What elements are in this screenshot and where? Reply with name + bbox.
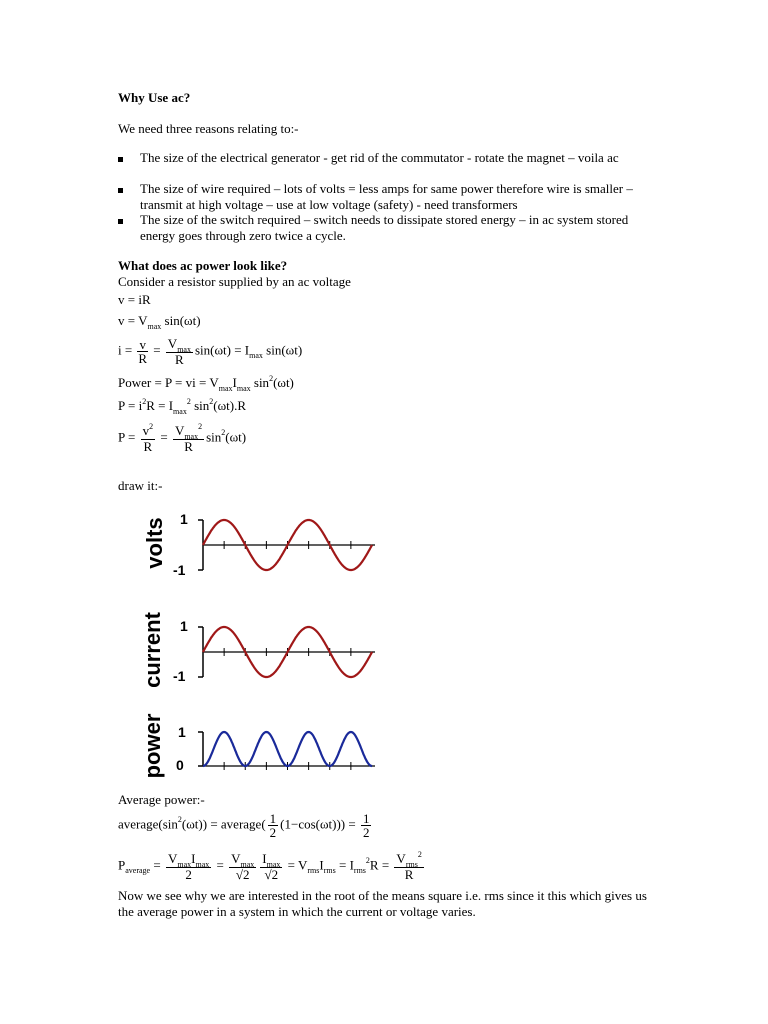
- conclusion-text: Now we see why we are interested in the root of the means square i.e. rms since it this which gives us the average power in a system in which the current or voltage varies.: [118, 888, 647, 919]
- current-tick-max: 1: [180, 618, 188, 634]
- bullet-marker: [118, 157, 123, 162]
- bullet-marker: [118, 219, 123, 224]
- bullet-marker: [118, 188, 123, 193]
- current-axis-label: current: [140, 612, 165, 688]
- volts-tick-min: -1: [173, 562, 186, 578]
- volts-axis-label: volts: [142, 517, 167, 569]
- heading-ac-power: What does ac power look like?: [118, 258, 288, 273]
- equation-power-voltage: P = $\frac{v^2}{R}$ = $\frac{V_{max}^2}{R}$ $\sin^2(\omega t)$: [118, 422, 247, 454]
- bullet-generator: The size of the electrical generator - get rid of the commutator - rotate the magnet – voila ac: [140, 150, 619, 165]
- consider-text: Consider a resistor supplied by an ac voltage: [118, 274, 351, 289]
- power-series-line: [203, 732, 372, 766]
- waveform-charts: [0, 500, 768, 800]
- power-tick-min: 0: [176, 757, 184, 773]
- average-power-label: Average power:-: [118, 792, 205, 807]
- heading-why-use-ac: Why Use ac?: [118, 90, 191, 105]
- volts-tick-max: 1: [180, 511, 188, 527]
- equation-current: i = $\frac{v}{R}$ = $\frac{V_{max}}{R}$ $\sin(\omega t) = I_{max}$ sin(ωt): [118, 336, 303, 367]
- equation-average-power: $P_{average}$ = $\frac{V_{max}I_{max}}{2}$ = $\frac{V_{max}}{√2}$ $\frac{I_{max}}{√2}$ = $V_{rms}I_{rms} = I_{rms}^2R$ = $\frac{V_{rms}^2}{R}$: [118, 850, 422, 882]
- bullet-switch: The size of the switch required – switch needs to dissipate stored energy – in ac system stored energy goes through zero twice a cycle.: [140, 212, 629, 243]
- equation-power-current: $P = i^2R = I_{max}^2$ $\sin^2(\omega t).R$: [118, 397, 246, 416]
- equation-ohms-law: v = iR: [118, 292, 151, 307]
- equation-voltage: $v = V_{max}$ sin(ωt): [118, 313, 201, 331]
- power-axis-label: power: [140, 713, 165, 779]
- current-tick-min: -1: [173, 668, 186, 684]
- intro-text: We need three reasons relating to:-: [118, 121, 299, 136]
- equation-power: Power = P = vi = $V_{max}I_{max}$ $\sin^2(\omega t)$: [118, 374, 294, 393]
- equation-average-sin: $average(\sin^2(\omega t))$ = average( $\frac{1}{2}$ (1−cos(ωt))) = $\frac{1}{2}$: [118, 811, 370, 840]
- power-tick-max: 1: [178, 724, 186, 740]
- bullet-wire: The size of wire required – lots of volts = less amps for same power therefore wire is smaller – transmit at high voltage – use at low voltage (safety) - need transformers: [140, 181, 633, 212]
- draw-text: draw it:-: [118, 478, 163, 493]
